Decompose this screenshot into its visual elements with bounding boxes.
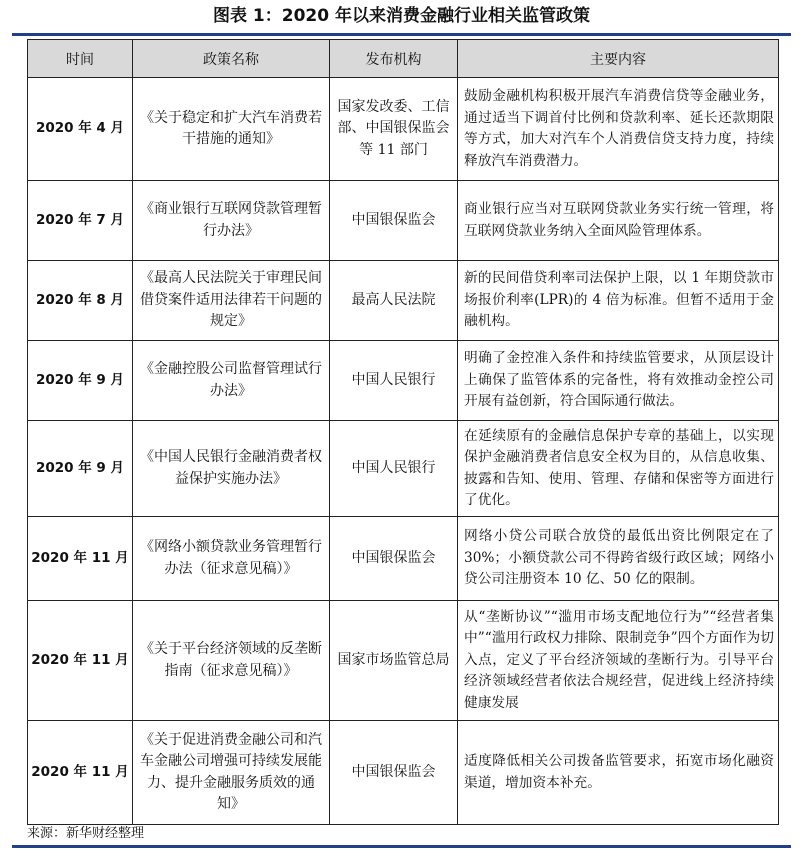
table-row <box>28 517 779 601</box>
cell-policy-name: 《中国人民银行金融消费者权益保护实施办法》 <box>133 421 330 517</box>
cell-time: 2020 年 9 月 <box>28 421 133 517</box>
cell-time: 2020 年 7 月 <box>28 181 133 261</box>
table-row <box>28 601 779 721</box>
top-rule <box>12 33 791 36</box>
table-row <box>28 261 779 341</box>
cell-time: 2020 年 9 月 <box>28 341 133 421</box>
policy-table <box>27 39 779 825</box>
table-header-row <box>28 40 779 78</box>
cell-content: 明确了金控准入条件和持续监管要求，从顶层设计上确保了监管体系的完备性，将有效推动金控公司开展有益创新，符合国际通行做法。 <box>458 341 779 421</box>
cell-issuer: 中国银保监会 <box>330 721 458 825</box>
cell-time: 2020 年 11 月 <box>28 517 133 601</box>
figure-title: 图表 1：2020 年以来消费金融行业相关监管政策 <box>213 6 590 26</box>
cell-issuer: 中国人民银行 <box>330 421 458 517</box>
bottom-rule <box>12 845 791 848</box>
cell-content: 适度降低相关公司拨备监管要求，拓宽市场化融资渠道，增加资本补充。 <box>458 721 779 825</box>
cell-time: 2020 年 11 月 <box>28 721 133 825</box>
header-issuer: 发布机构 <box>330 40 458 78</box>
cell-policy-name: 《关于稳定和扩大汽车消费若干措施的通知》 <box>133 78 330 181</box>
cell-issuer: 中国人民银行 <box>330 341 458 421</box>
source-note: 来源：新华财经整理 <box>27 826 145 841</box>
cell-content: 网络小贷公司联合放贷的最低出资比例限定在了30%；小额贷款公司不得跨省级行政区域；网络小贷公司注册资本 10 亿、50 亿的限制。 <box>458 517 779 601</box>
cell-content: 鼓励金融机构积极开展汽车消费信贷等金融业务，通过适当下调首付比例和贷款利率、延长还款期限等方式，加大对汽车个人消费信贷支持力度，持续释放汽车消费潜力。 <box>458 78 779 181</box>
cell-issuer: 中国银保监会 <box>330 517 458 601</box>
cell-policy-name: 《最高人民法院关于审理民间借贷案件适用法律若干问题的规定》 <box>133 261 330 341</box>
cell-content: 从“垄断协议”“滥用市场支配地位行为”“经营者集中”“滥用行政权力排除、限制竞争”四个方面作为切入点，定义了平台经济领域的垄断行为。引导平台经济领域经营者依法合规经营，促进线上经济持续健康发展 <box>458 601 779 721</box>
header-time: 时间 <box>28 40 133 78</box>
cell-policy-name: 《金融控股公司监督管理试行办法》 <box>133 341 330 421</box>
header-policy-name: 政策名称 <box>133 40 330 78</box>
cell-issuer: 最高人民法院 <box>330 261 458 341</box>
cell-issuer: 国家发改委、工信部、中国银保监会等 11 部门 <box>330 78 458 181</box>
cell-time: 2020 年 8 月 <box>28 261 133 341</box>
table-row <box>28 421 779 517</box>
table-row <box>28 341 779 421</box>
cell-issuer: 中国银保监会 <box>330 181 458 261</box>
cell-policy-name: 《关于促进消费金融公司和汽车金融公司增强可持续发展能力、提升金融服务质效的通知》 <box>133 721 330 825</box>
cell-content: 新的民间借贷利率司法保护上限，以 1 年期贷款市场报价利率(LPR)的 4 倍为标准。但暂不适用于金融机构。 <box>458 261 779 341</box>
cell-time: 2020 年 11 月 <box>28 601 133 721</box>
table-row <box>28 78 779 181</box>
cell-content: 在延续原有的金融信息保护专章的基础上，以实现保护金融消费者信息安全权为目的，从信息收集、披露和告知、使用、管理、存储和保密等方面进行了优化。 <box>458 421 779 517</box>
table-row <box>28 181 779 261</box>
cell-content: 商业银行应当对互联网贷款业务实行统一管理，将互联网贷款业务纳入全面风险管理体系。 <box>458 181 779 261</box>
cell-policy-name: 《关于平台经济领域的反垄断指南（征求意见稿）》 <box>133 601 330 721</box>
table-row <box>28 721 779 825</box>
cell-policy-name: 《网络小额贷款业务管理暂行办法（征求意见稿）》 <box>133 517 330 601</box>
header-content: 主要内容 <box>458 40 779 78</box>
cell-time: 2020 年 4 月 <box>28 78 133 181</box>
cell-issuer: 国家市场监管总局 <box>330 601 458 721</box>
cell-policy-name: 《商业银行互联网贷款管理暂行办法》 <box>133 181 330 261</box>
